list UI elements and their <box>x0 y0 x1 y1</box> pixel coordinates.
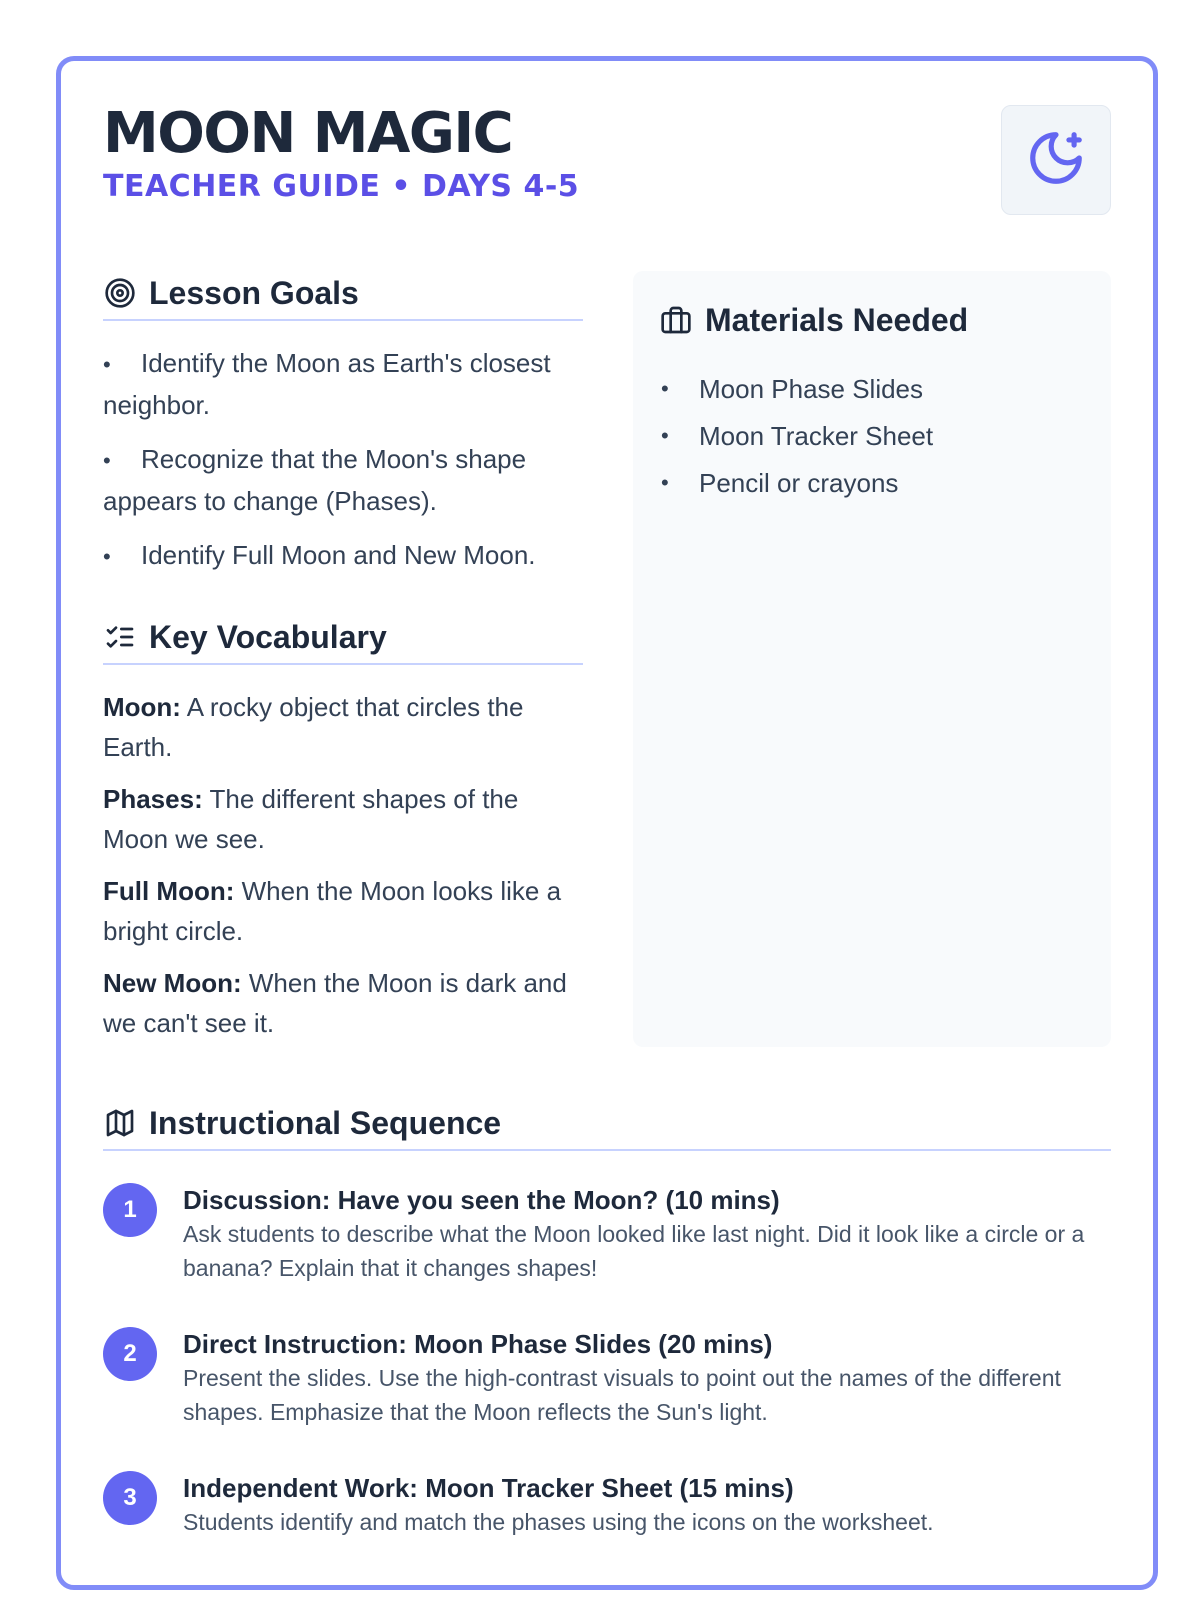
materials-header <box>659 297 1085 347</box>
sequence-step <box>103 1183 1111 1285</box>
checklist-icon <box>103 620 137 654</box>
step-description: Students identify and match the phases using the icons on the worksheet. <box>183 1509 934 1535</box>
page-subtitle: TEACHER GUIDE • DAYS 4-5 <box>103 169 580 204</box>
step-title: Discussion: Have you seen the Moon? (10 mins) <box>183 1185 780 1215</box>
vocab-entry: Phases: The different shapes of the Moon we see. <box>103 784 519 854</box>
vocab-entry: Moon: A rocky object that circles the Earth. <box>103 692 524 762</box>
lesson-goals-header <box>103 271 583 321</box>
sequence-step <box>103 1327 1111 1429</box>
materials-list <box>659 369 1085 503</box>
sequence-steps <box>103 1183 1111 1539</box>
instructional-sequence-section <box>103 1101 1111 1539</box>
step-number: 1 <box>103 1183 157 1237</box>
lesson-goals-section <box>103 271 583 577</box>
sequence-step <box>103 1471 1111 1539</box>
sequence-heading: Instructional Sequence <box>149 1104 502 1141</box>
target-icon <box>103 276 137 310</box>
step-number: 2 <box>103 1327 157 1381</box>
list-item: • Identify Full Moon and New Moon. <box>103 540 536 570</box>
page-title: MOON MAGIC <box>103 101 513 166</box>
list-item: • Moon Phase Slides <box>661 374 924 404</box>
step-number: 3 <box>103 1471 157 1525</box>
moon-star-icon <box>1025 127 1087 194</box>
key-vocabulary-section <box>103 615 583 1043</box>
step-title: Direct Instruction: Moon Phase Slides (20 mins) <box>183 1329 773 1359</box>
moon-badge <box>1001 105 1111 215</box>
vocab-entry: Full Moon: When the Moon looks like a bright circle. <box>103 876 562 946</box>
lesson-goals-list <box>103 343 583 577</box>
step-description: Present the slides. Use the high-contrast visuals to point out the names of the different shapes. Emphasize that the Moon reflects the Sun's light. <box>183 1365 1061 1425</box>
list-item: • Recognize that the Moon's shape appears to change (Phases). <box>103 444 527 516</box>
header <box>103 101 1111 271</box>
materials-heading: Materials Needed <box>705 301 969 338</box>
sequence-header <box>103 1101 1111 1151</box>
teacher-guide-card <box>56 56 1158 1590</box>
briefcase-icon <box>659 303 693 337</box>
materials-panel <box>633 271 1111 1047</box>
list-item: • Pencil or crayons <box>661 468 899 498</box>
vocab-entry: New Moon: When the Moon is dark and we can't see it. <box>103 968 567 1038</box>
vocabulary-list <box>103 687 583 1043</box>
lesson-goals-heading: Lesson Goals <box>149 274 359 311</box>
list-item: • Moon Tracker Sheet <box>661 421 934 451</box>
step-description: Ask students to describe what the Moon looked like last night. Did it look like a circle or a banana? Explain that it changes shapes! <box>183 1221 1085 1281</box>
key-vocabulary-heading: Key Vocabulary <box>149 618 387 655</box>
key-vocabulary-header <box>103 615 583 665</box>
map-icon <box>103 1106 137 1140</box>
left-column <box>103 271 583 1061</box>
list-item: • Identify the Moon as Earth's closest neighbor. <box>103 348 551 420</box>
step-title: Independent Work: Moon Tracker Sheet (15 mins) <box>183 1473 794 1503</box>
